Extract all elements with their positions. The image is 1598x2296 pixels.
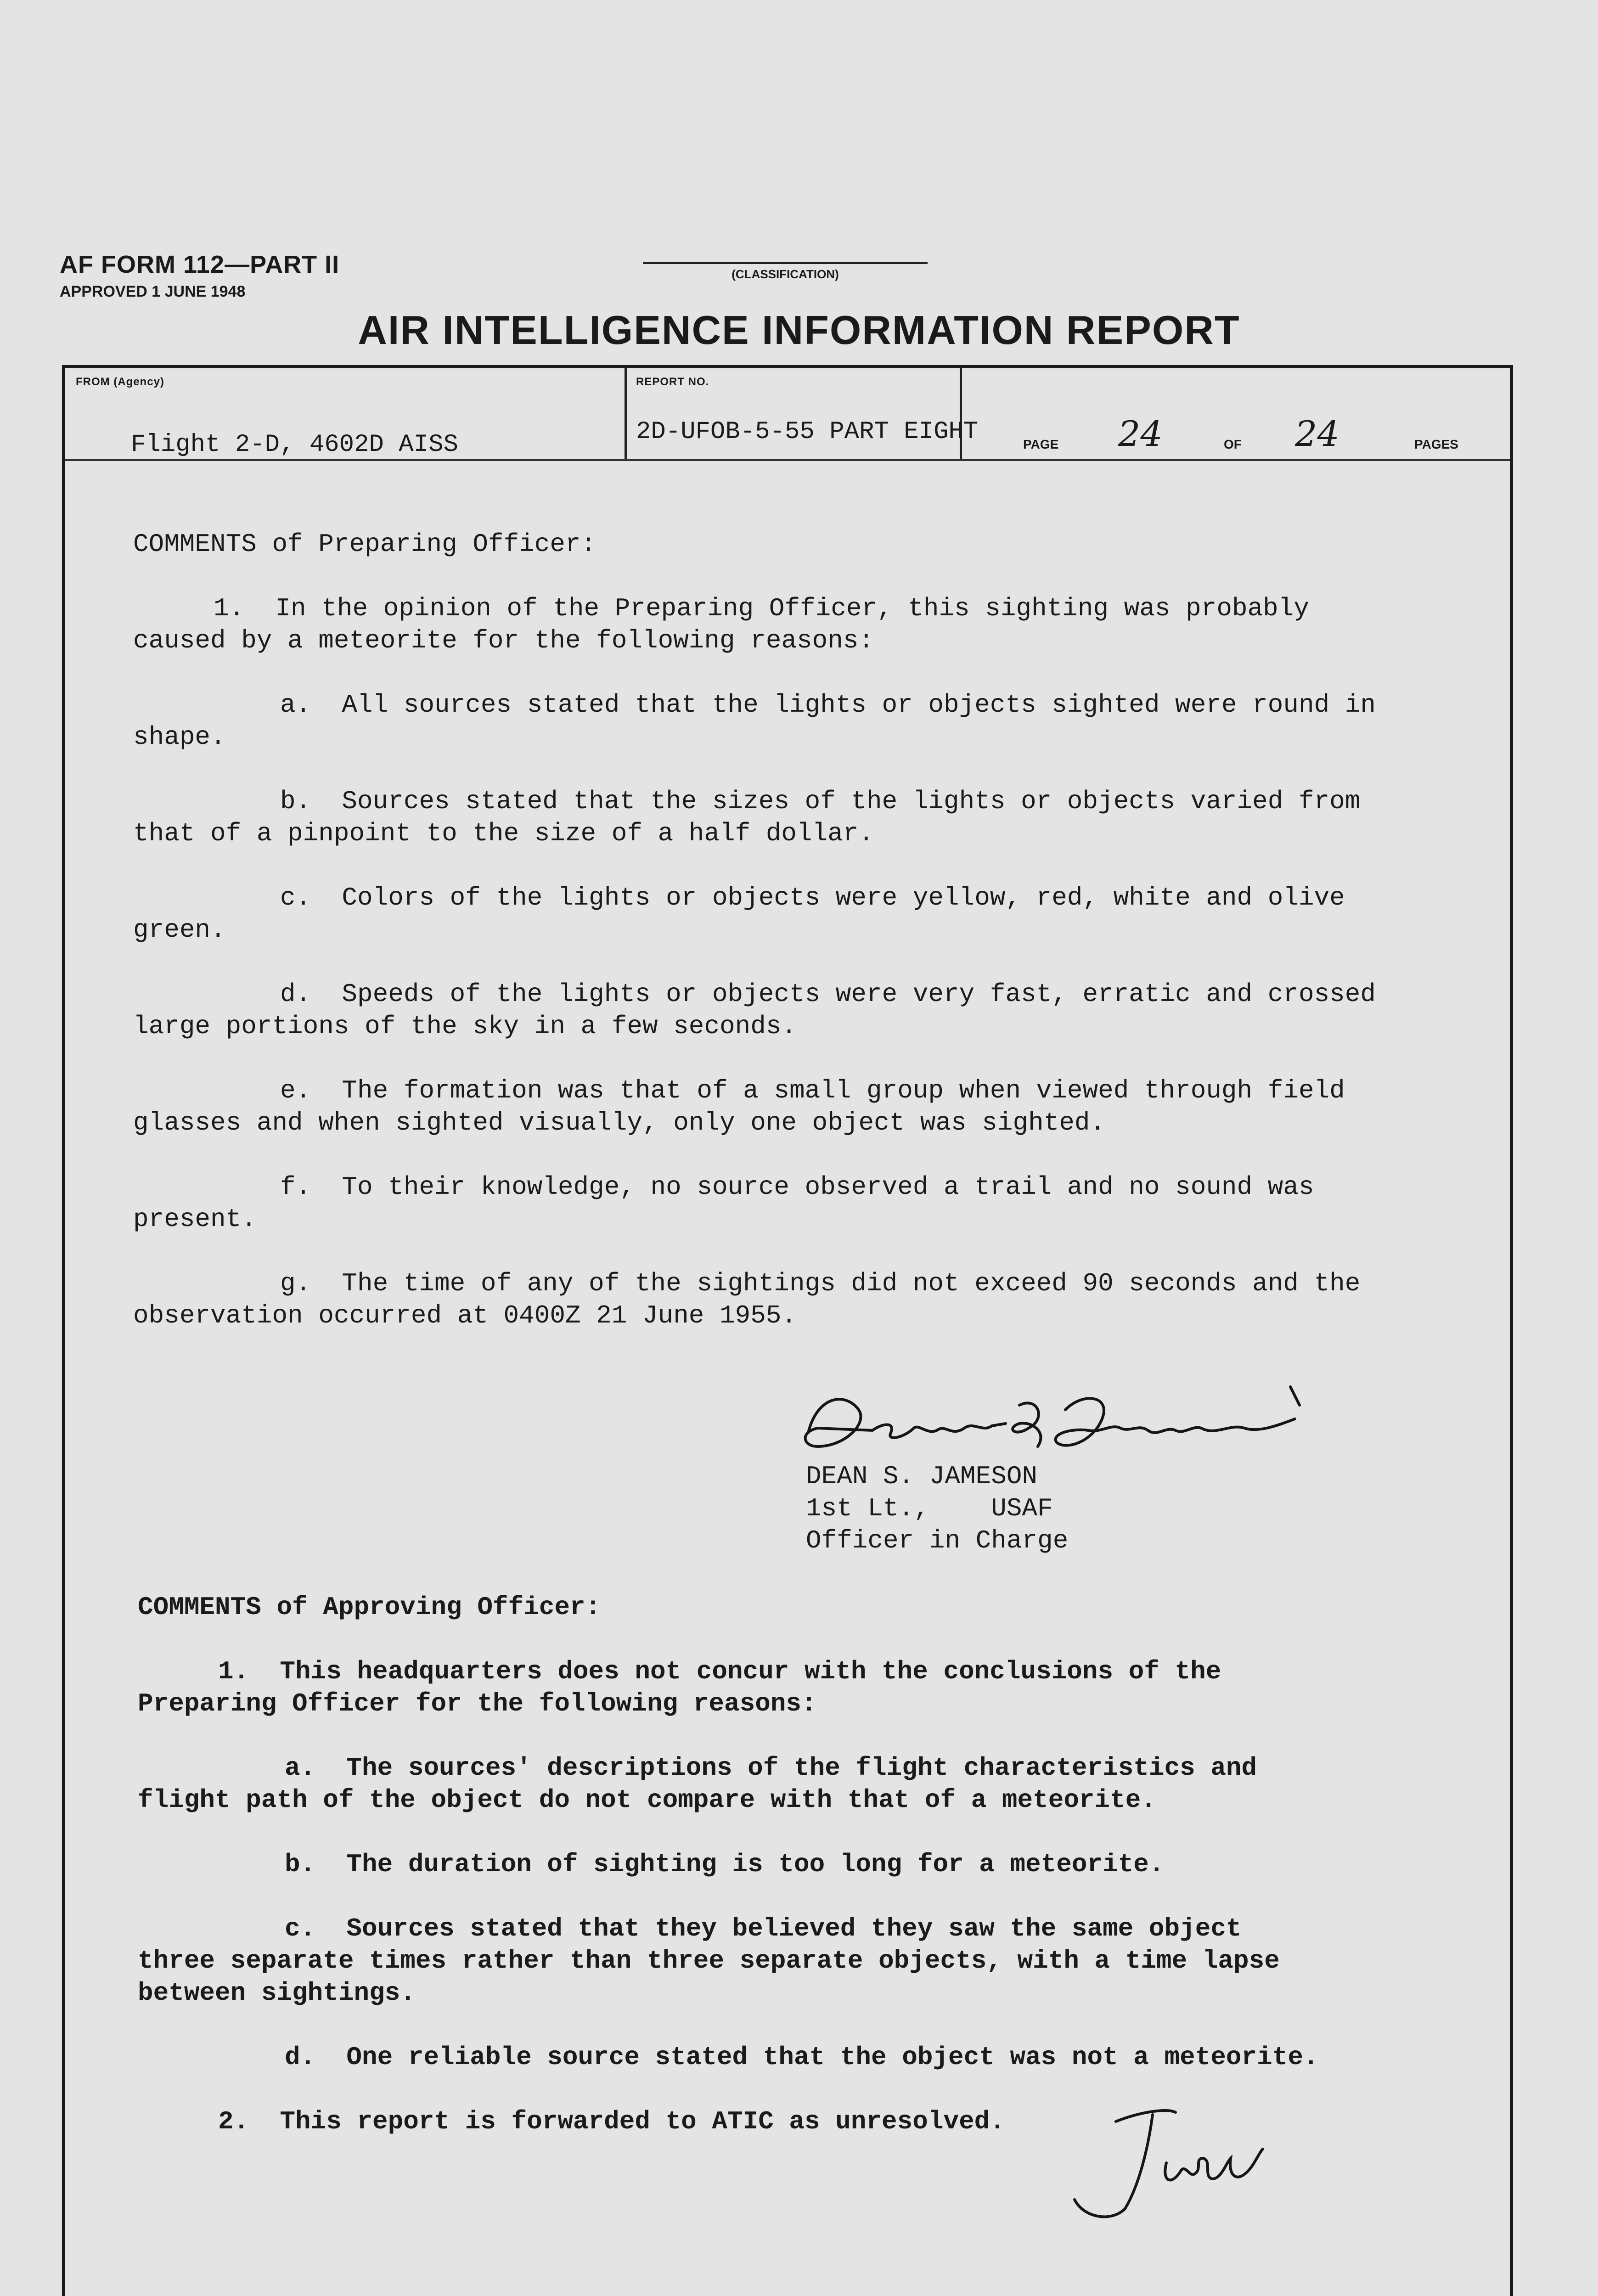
approving-c-line1: c. Sources stated that they believed they saw the same object — [285, 1914, 1242, 1943]
preparing-a-line1: a. All sources stated that the lights or objects sighted were round in — [280, 690, 1376, 720]
approving-p1-line1: 1. This headquarters does not concur with the conclusions of the — [218, 1657, 1221, 1686]
classification-line-top — [643, 262, 928, 264]
page-number: 24 — [1118, 413, 1163, 454]
signature-dean-jameson — [790, 1378, 1318, 1465]
preparing-f-line2: present. — [133, 1204, 257, 1234]
approving-p2: 2. This report is forwarded to ATIC as unresolved. — [218, 2107, 1005, 2136]
preparing-e-line2: glasses and when sighted visually, only one object was sighted. — [133, 1108, 1106, 1137]
approving-c-line2: three separate times rather than three separate objects, with a time lapse — [138, 1946, 1280, 1975]
preparing-b-line1: b. Sources stated that the sizes of the lights or objects varied from — [280, 787, 1361, 816]
initials-signature — [1056, 2094, 1313, 2232]
preparing-e-line1: e. The formation was that of a small group when viewed through field — [280, 1076, 1345, 1105]
header-column-divider — [625, 368, 627, 459]
form-approved-date: APPROVED 1 JUNE 1948 — [60, 283, 246, 300]
preparing-b-line2: that of a pinpoint to the size of a half dollar. — [133, 819, 874, 848]
header-divider — [65, 459, 1510, 461]
preparing-heading: COMMENTS of Preparing Officer: — [133, 529, 596, 559]
classification-top: (CLASSIFICATION) — [731, 267, 839, 281]
approving-heading: COMMENTS of Approving Officer: — [138, 1593, 601, 1622]
form-name: AF FORM 112—PART II — [60, 251, 340, 278]
preparing-g-line1: g. The time of any of the sightings did not exceed 90 seconds and the — [280, 1269, 1361, 1298]
preparing-d-line1: d. Speeds of the lights or objects were very fast, erratic and crossed — [280, 979, 1376, 1009]
report-title: AIR INTELLIGENCE INFORMATION REPORT — [358, 307, 1240, 353]
signer-name: DEAN S. JAMESON — [806, 1462, 1038, 1491]
approving-c-line3: between sightings. — [138, 1978, 416, 2008]
preparing-p1-line2: caused by a meteorite for the following reasons: — [133, 626, 874, 655]
report-number-label: REPORT NO. — [636, 376, 709, 388]
approving-a-line2: flight path of the object do not compare with that of a meteorite. — [138, 1785, 1156, 1815]
from-label: FROM (Agency) — [76, 376, 164, 388]
preparing-f-line1: f. To their knowledge, no source observed a trail and no sound was — [280, 1172, 1314, 1202]
approving-d-line1: d. One reliable source stated that the object was not a meteorite. — [285, 2043, 1319, 2072]
preparing-a-line2: shape. — [133, 722, 226, 752]
report-number-value: 2D-UFOB-5-55 PART EIGHT — [636, 418, 979, 446]
preparing-c-line1: c. Colors of the lights or objects were yellow, red, white and olive — [280, 883, 1345, 912]
signer-position: Officer in Charge — [806, 1526, 1069, 1555]
approving-a-line1: a. The sources' descriptions of the flight characteristics and — [285, 1753, 1257, 1783]
from-value: Flight 2-D, 4602D AISS — [131, 431, 458, 459]
preparing-p1-line1: 1. In the opinion of the Preparing Officer, this sighting was probably — [214, 594, 1309, 623]
total-pages: 24 — [1295, 413, 1339, 454]
preparing-d-line2: large portions of the sky in a few seconds. — [133, 1012, 797, 1041]
pages-label: PAGES — [1414, 437, 1458, 451]
preparing-g-line2: observation occurred at 0400Z 21 June 1955. — [133, 1301, 797, 1330]
approving-p1-line2: Preparing Officer for the following reasons: — [138, 1689, 817, 1718]
signer-rank: 1st Lt., USAF — [806, 1494, 1053, 1523]
page-label: PAGE — [1023, 437, 1059, 451]
approving-b-line1: b. The duration of sighting is too long for a meteorite. — [285, 1850, 1165, 1879]
preparing-c-line2: green. — [133, 915, 226, 945]
of-label: OF — [1224, 437, 1242, 451]
